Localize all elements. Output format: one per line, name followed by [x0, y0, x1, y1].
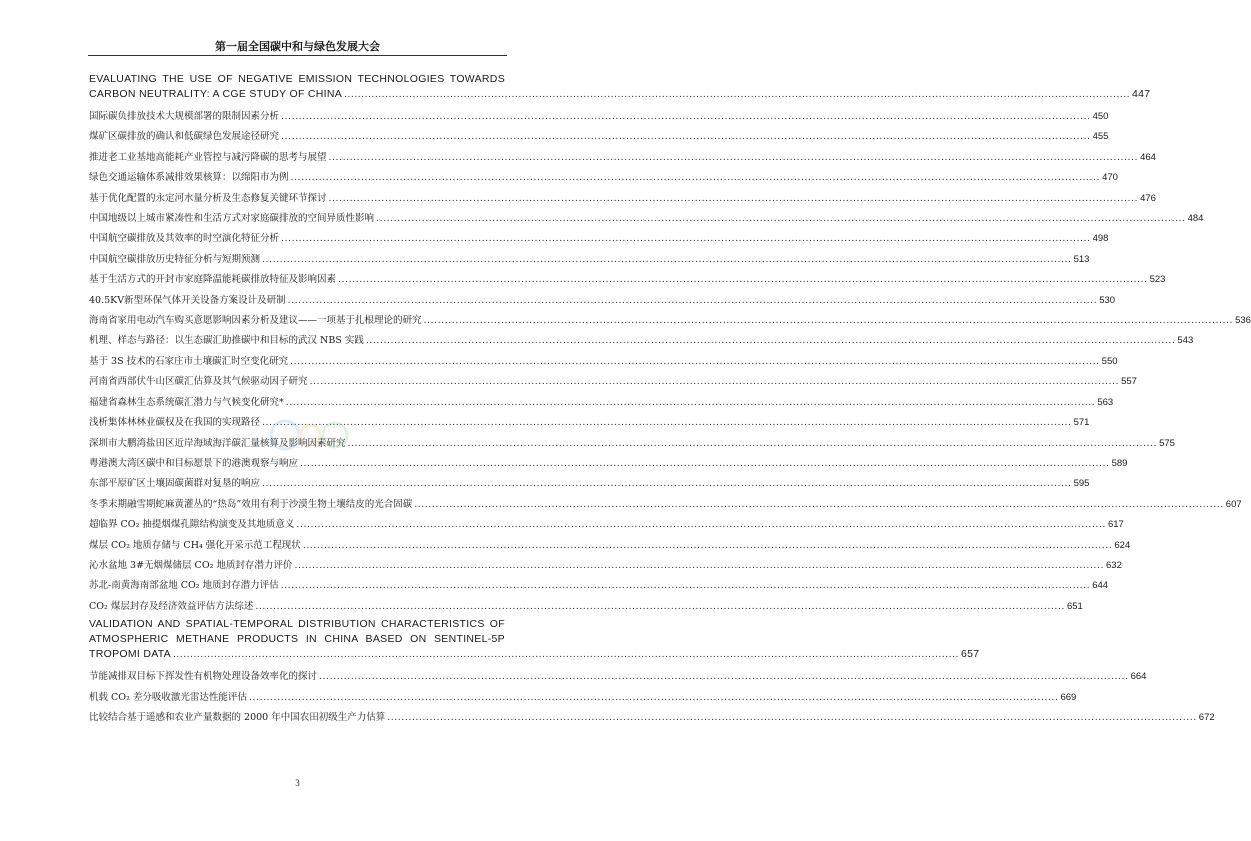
- toc-entry-title: 粤港澳大湾区碳中和目标愿景下的港澳观察与响应: [89, 457, 299, 469]
- toc-entry[interactable]: [89, 515, 1124, 535]
- dot-leader: [281, 576, 1091, 596]
- toc-entry[interactable]: [89, 688, 1077, 708]
- toc-entry-page: 672: [1198, 711, 1215, 723]
- toc-entry-title: 深圳市大鹏湾盐田区近岸海域海洋碳汇量核算及影响因素研究: [89, 437, 346, 449]
- toc-entry-page: 657: [960, 648, 980, 661]
- dot-leader: [262, 250, 1072, 270]
- toc-entry[interactable]: [89, 667, 1147, 687]
- toc-entry-title: 河南省西部伏牛山区碳汇估算及其气候驱动因子研究: [89, 376, 308, 388]
- dot-leader: [262, 474, 1072, 494]
- header-rule: [88, 55, 507, 56]
- toc-entry-page: 557: [1121, 376, 1137, 388]
- dot-leader: [288, 291, 1098, 311]
- toc-entry-title: TROPOMI DATA: [89, 648, 171, 661]
- toc-entry-page: 543: [1177, 335, 1194, 347]
- page-number: 3: [295, 778, 300, 788]
- toc-entry-title: 东部平原矿区土壤固碳菌群对复垦的响应: [89, 478, 261, 490]
- toc-entry[interactable]: [89, 311, 1251, 331]
- toc-entry-title: CARBON NEUTRALITY: A CGE STUDY OF CHINA: [89, 88, 343, 100]
- toc-entry-page: 624: [1114, 539, 1131, 551]
- toc-entry-title-line: ATMOSPHERIC METHANE PRODUCTS IN CHINA BASED ON SENTINEL-5P: [89, 633, 505, 646]
- toc-entry[interactable]: [89, 352, 1118, 372]
- dot-leader: [300, 454, 1110, 474]
- toc-entry-title: 基于优化配置的永定河水量分析及生态修复关键环节探讨: [89, 192, 327, 204]
- toc-entry-title: 节能减排双目标下挥发性有机物处理设备效率化的探讨: [89, 671, 318, 683]
- toc-entry-page: 484: [1187, 213, 1204, 225]
- toc-entry-title: 煤层 CO₂ 地质存储与 CH₄ 强化开采示范工程现状: [89, 539, 301, 551]
- dot-leader: [387, 708, 1197, 728]
- dot-leader: [290, 352, 1100, 372]
- toc-entry-title: 基于生活方式的开封市家庭降温能耗碳排放特征及影响因素: [89, 274, 337, 286]
- dot-leader: [329, 148, 1139, 168]
- toc-entry[interactable]: [89, 189, 1156, 209]
- dot-leader: [294, 556, 1104, 576]
- dot-leader: [255, 597, 1065, 617]
- toc-entry[interactable]: [89, 372, 1137, 392]
- toc-entry-page: 669: [1060, 691, 1077, 703]
- toc-entry-title: 中国航空碳排放及其效率的时空演化特征分析: [89, 233, 280, 245]
- toc-entry[interactable]: [89, 229, 1109, 249]
- dot-leader: [249, 688, 1059, 708]
- toc-entry-title-line: EVALUATING THE USE OF NEGATIVE EMISSION TECHNOLOGIES TOWARDS: [89, 73, 505, 85]
- toc-entry[interactable]: [89, 331, 1194, 351]
- toc-entry-page: 617: [1107, 519, 1124, 531]
- toc-entry-page: 571: [1073, 417, 1090, 429]
- toc-entry[interactable]: [89, 148, 1156, 168]
- toc-entry-title: 基于 3S 技术的石家庄市土壤碳汇时空变化研究: [89, 355, 289, 367]
- dot-leader: [424, 311, 1234, 331]
- toc-entry-page: 530: [1099, 294, 1116, 306]
- toc-entry[interactable]: [89, 708, 1215, 728]
- toc-entry[interactable]: [89, 556, 1122, 576]
- toc-entry-title: 海南省家用电动汽车购买意愿影响因素分析及建议——一项基于扎根理论的研究: [89, 315, 422, 327]
- toc-entry-page: 575: [1159, 437, 1175, 449]
- watermark-logo-icon: [265, 410, 360, 460]
- dot-leader: [281, 107, 1091, 127]
- dot-leader: [310, 372, 1120, 392]
- toc-entry-page: 476: [1140, 192, 1156, 204]
- toc-entry-page: 550: [1101, 355, 1118, 367]
- toc-entry-page: 450: [1092, 111, 1109, 122]
- toc-entry-page: 651: [1066, 600, 1083, 612]
- toc-entry[interactable]: [89, 291, 1116, 311]
- dot-leader: [414, 495, 1224, 515]
- toc-entry-title-line: VALIDATION AND SPATIAL-TEMPORAL DISTRIBUTION CHARACTERISTICS OF: [89, 618, 505, 631]
- dot-leader: [281, 229, 1091, 249]
- toc-entry-page: 498: [1092, 233, 1109, 245]
- running-header: 第一届全国碳中和与绿色发展大会: [215, 40, 380, 53]
- dot-leader: [338, 270, 1148, 290]
- toc-entry-page: 470: [1102, 172, 1118, 184]
- dot-leader: [303, 536, 1113, 556]
- toc-entry-title: 中国航空碳排放历史特征分析与短期预测: [89, 253, 261, 265]
- toc-entry[interactable]: [89, 536, 1131, 556]
- toc-entry[interactable]: [89, 127, 1109, 147]
- toc-entry-title: 绿色交通运输体系减排效果核算：以绵阳市为例: [89, 172, 289, 184]
- dot-leader: [348, 434, 1158, 454]
- toc-entry-page: 644: [1092, 580, 1109, 592]
- toc-entry-page: 464: [1140, 151, 1156, 163]
- toc-entry-page: 595: [1073, 478, 1090, 490]
- toc-entry-title: 国际碳负排放技术大规模部署的限制因素分析: [89, 111, 280, 122]
- toc-entry[interactable]: [89, 576, 1109, 596]
- toc-entry[interactable]: [89, 597, 1083, 617]
- toc-entry[interactable]: [89, 617, 980, 662]
- dot-leader: [319, 667, 1129, 687]
- dot-leader: [344, 87, 1130, 102]
- toc-entry-title: 机载 CO₂ 差分吸收激光雷达性能评估: [89, 691, 247, 703]
- toc-entry-title: 比较结合基于遥感和农业产量数据的 2000 年中国农田初级生产力估算: [89, 711, 386, 723]
- toc-entry-title: 煤矿区碳排放的确认和低碳绿色发展途径研究: [89, 131, 280, 143]
- toc-entry-title: 机理、样态与路径：以生态碳汇助推碳中和目标的武汉 NBS 实践: [89, 335, 364, 347]
- toc-entry[interactable]: [89, 474, 1090, 494]
- toc-entry-page: 447: [1132, 88, 1151, 100]
- toc-entry-title: 超临界 CO₂ 抽提烟煤孔隙结构演变及其地质意义: [89, 519, 295, 531]
- toc-entry-page: 632: [1106, 559, 1122, 571]
- toc-entry[interactable]: [89, 107, 1109, 127]
- toc-entry-page: 455: [1092, 131, 1109, 143]
- dot-leader: [296, 515, 1106, 535]
- dot-leader: [291, 168, 1101, 188]
- toc-entry-page: 536: [1235, 315, 1251, 327]
- toc-entry[interactable]: [89, 168, 1118, 188]
- toc-entry-page: 523: [1149, 274, 1166, 286]
- toc-entry[interactable]: [89, 72, 1151, 102]
- toc-entry-page: 664: [1130, 671, 1147, 683]
- dot-leader: [173, 647, 959, 662]
- dot-leader: [262, 413, 1072, 433]
- toc-entry-page: 589: [1111, 457, 1128, 469]
- toc-entry[interactable]: [89, 209, 1204, 229]
- toc-entry-title: 苏北-南黄海南部盆地 CO₂ 地质封存潜力评估: [89, 580, 279, 592]
- dot-leader: [376, 209, 1186, 229]
- toc-entry-page: 563: [1097, 396, 1114, 408]
- toc-entry-title: 浅析集体林林业碳权及在我国的实现路径: [89, 417, 261, 429]
- dot-leader: [286, 393, 1096, 413]
- dot-leader: [329, 189, 1139, 209]
- toc-entry-page: 607: [1225, 498, 1242, 510]
- toc-entry-title: 沁水盆地 3#无烟煤储层 CO₂ 地质封存潜力评价: [89, 559, 293, 571]
- toc-entry[interactable]: [89, 495, 1242, 515]
- toc-entry-page: 513: [1073, 253, 1090, 265]
- toc-entry-title: 冬季末期融雪期蛇麻黄灌丛的“热岛”效用有利于沙漠生物土壤结皮的光合固碳: [89, 498, 413, 510]
- toc-entry-title: 福建省森林生态系统碳汇潜力与气候变化研究*: [89, 396, 284, 408]
- dot-leader: [366, 331, 1176, 351]
- toc-entry[interactable]: [89, 250, 1090, 270]
- toc-entry[interactable]: [89, 270, 1166, 290]
- table-of-contents: [89, 72, 1251, 728]
- toc-entry-title: 中国地级以上城市紧凑性和生活方式对家庭碳排放的空间异质性影响: [89, 213, 375, 225]
- toc-entry-title: CO₂ 煤层封存及经济效益评估方法综述: [89, 600, 254, 612]
- toc-entry-title: 40.5KV新型环保气体开关设备方案设计及研制: [89, 294, 286, 306]
- dot-leader: [281, 127, 1091, 147]
- toc-entry-title: 推进老工业基地高能耗产业管控与减污降碳的思考与展望: [89, 151, 327, 163]
